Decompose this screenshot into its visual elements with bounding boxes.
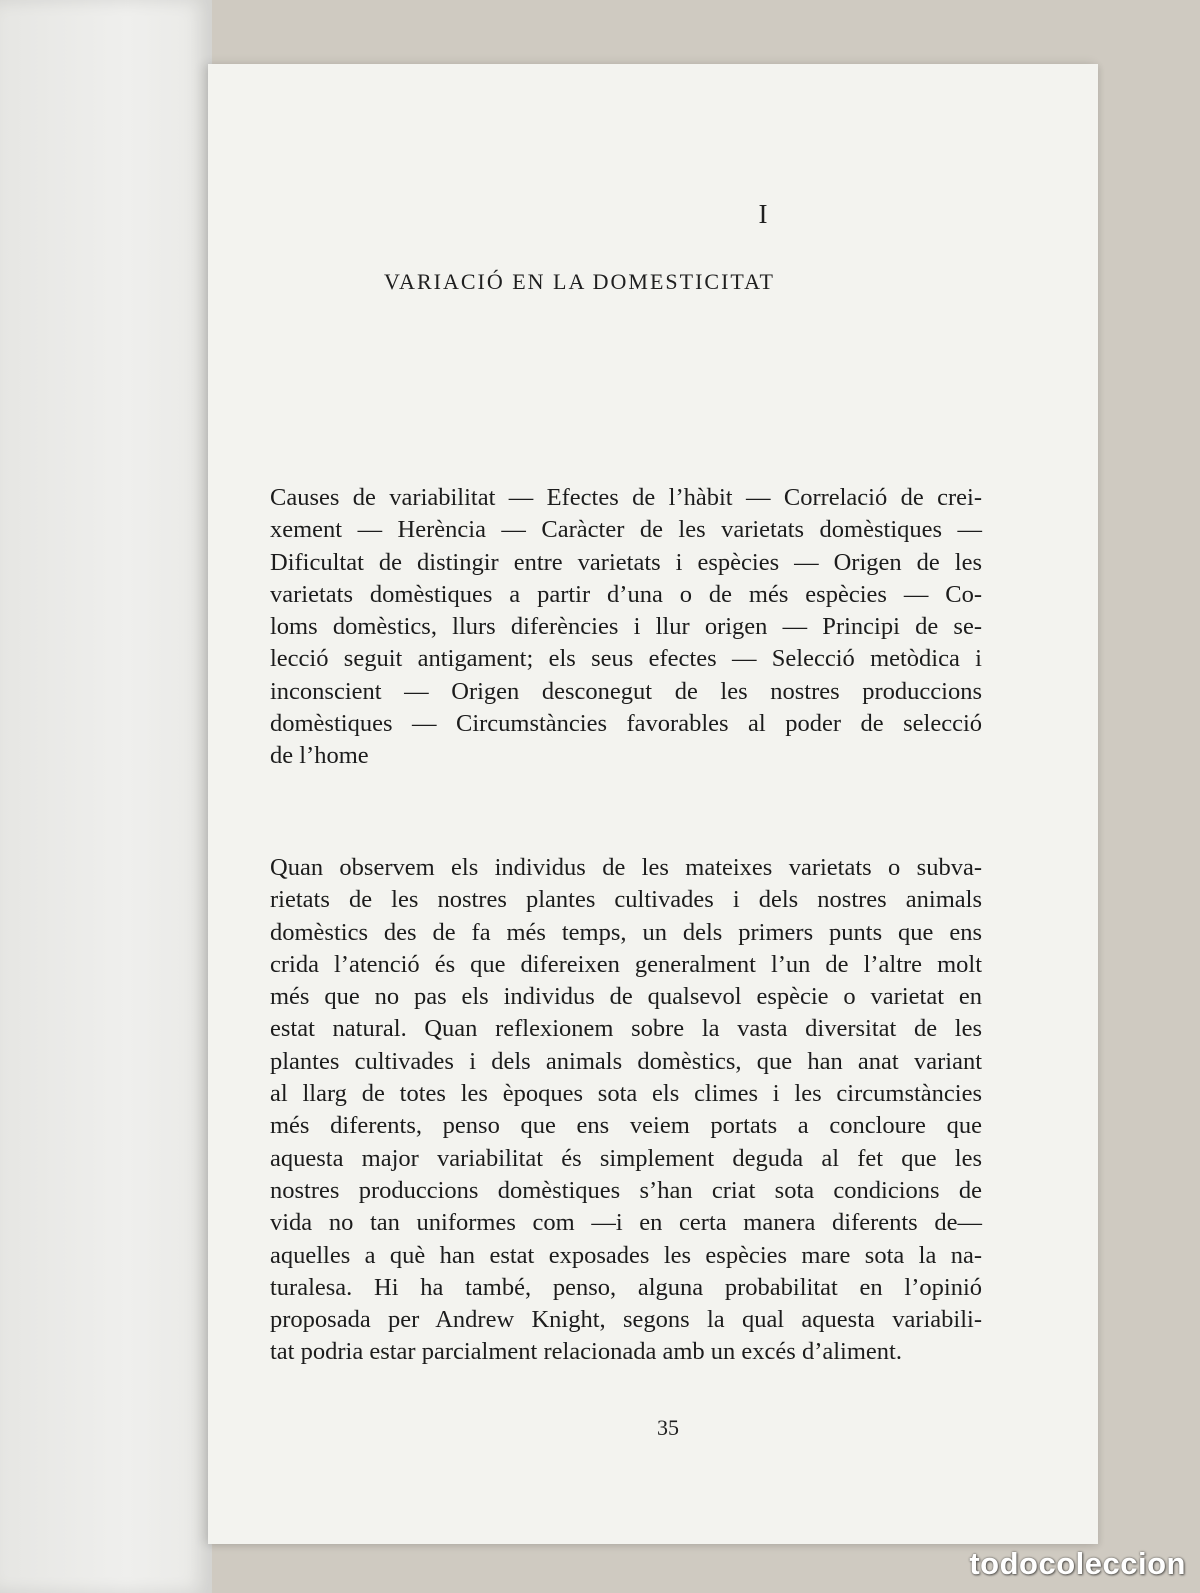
body-line: Quan observem els individus de les mateixes varietats o subva- (270, 854, 982, 881)
summary-line: Dificultat de distingir entre varietats i espècies — Origen de les (270, 548, 982, 576)
body-line: al llarg de totes les èpoques sota els climes i les circumstàncies (270, 1080, 982, 1108)
chapter-summary (270, 482, 982, 773)
summary-line: de l’home (270, 742, 369, 770)
summary-line: inconscient — Origen desconegut de les nostres produccions (270, 677, 982, 705)
summary-line: domèstiques — Circumstàncies favorables al poder de selecció (270, 710, 982, 738)
body-paragraph (270, 852, 982, 1369)
page-number: 35 (657, 1415, 679, 1440)
body-line: nostres produccions domèstiques s’han criat sota condicions de (270, 1176, 982, 1204)
summary-line: xement — Herència — Caràcter de les varietats domèstiques — (270, 516, 982, 544)
body-line: més diferents, penso que ens veiem portats a concloure que (270, 1112, 982, 1140)
body-line: rietats de les nostres plantes cultivades i dels nostres animals (270, 886, 982, 914)
book-page (208, 64, 1098, 1544)
chapter-title: VARIACIÓ EN LA DOMESTICITAT (384, 269, 775, 294)
summary-line: Causes de variabilitat — Efectes de l’hàbit — Correlació de crei- (270, 484, 982, 511)
body-line: aquelles a què han estat exposades les espècies mare sota la na- (270, 1241, 982, 1269)
body-line: tat podria estar parcialment relacionada amb un excés d’aliment. (270, 1338, 902, 1366)
body-line: plantes cultivades i dels animals domèstics, que han anat variant (270, 1047, 982, 1075)
left-page (0, 0, 212, 1593)
summary-line: loms domèstics, llurs diferències i llur origen — Principi de se- (270, 613, 982, 641)
body-line: més que no pas els individus de qualsevol espècie o varietat en (270, 983, 982, 1011)
body-line: vida no tan uniformes com —i en certa manera diferents de— (270, 1209, 982, 1237)
body-line: crida l’atenció és que difereixen generalment l’un de l’altre molt (270, 950, 982, 978)
body-line: turalesa. Hi ha també, penso, alguna probabilitat en l’opinió (270, 1273, 982, 1301)
watermark: todocoleccion (969, 1546, 1186, 1581)
body-line: aquesta major variabilitat és simplement deguda al fet que les (270, 1144, 982, 1172)
body-line: proposada per Andrew Knight, segons la qual aquesta variabili- (270, 1306, 982, 1334)
chapter-number: I (758, 199, 768, 229)
body-line: estat natural. Quan reflexionem sobre la vasta diversitat de les (270, 1015, 982, 1043)
summary-line: varietats domèstiques a partir d’una o de més espècies — Co- (270, 580, 982, 608)
summary-line: lecció seguit antigament; els seus efectes — Selecció metòdica i (270, 645, 982, 673)
body-line: domèstics des de fa més temps, un dels primers punts que ens (270, 918, 982, 946)
